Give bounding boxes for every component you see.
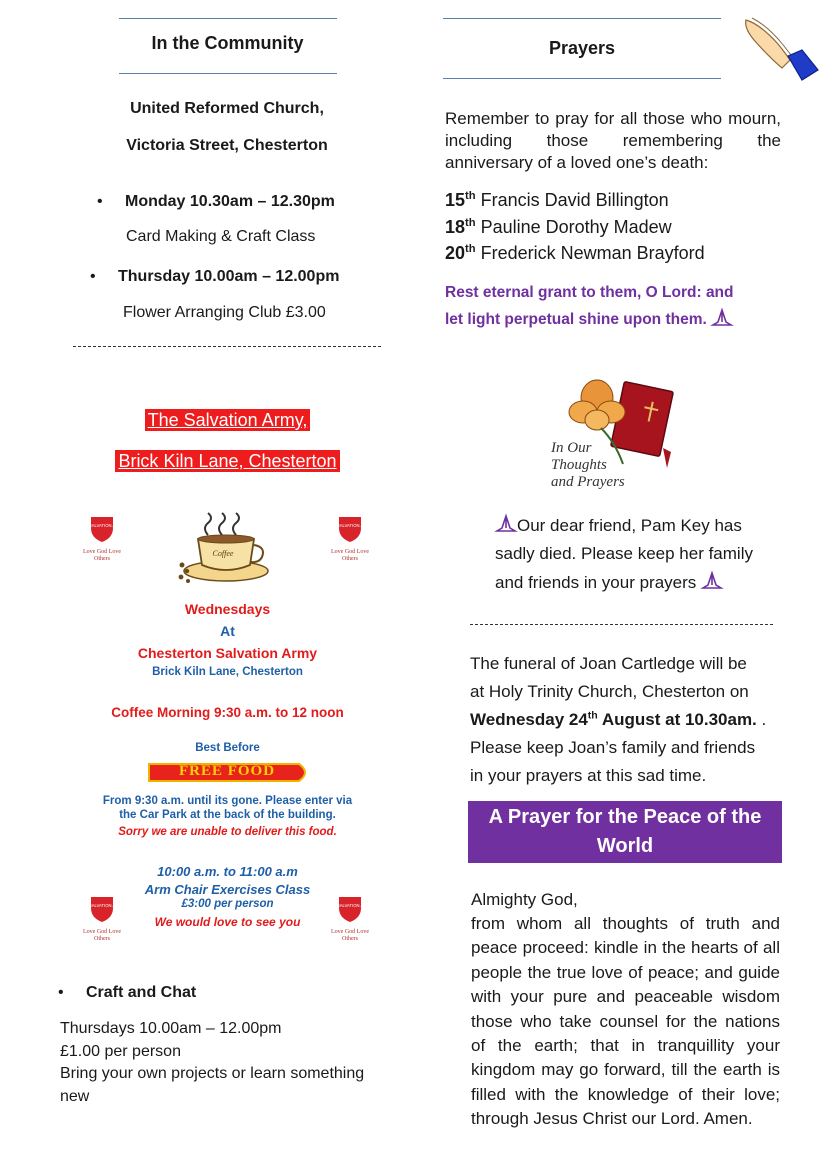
shield-icon (79, 514, 125, 544)
anniversary-3 (445, 243, 705, 264)
peace-opening: Almighty God, (471, 890, 578, 909)
salvation-logo-motto: Love God Love Others (331, 929, 369, 942)
chesterton-salvation-army: Chesterton Salvation Army (137, 645, 318, 661)
wednesdays: Wednesdays (184, 601, 271, 617)
exercise-time: 10:00 a.m. to 11:00 a.m (157, 864, 298, 879)
venue-line1: United Reformed Church, (130, 100, 324, 117)
food-sorry: Sorry we are unable to deliver this food. (118, 826, 337, 838)
pam-line-3-text: and friends in your prayers (495, 573, 697, 592)
craft-chat-title: • Craft and Chat (86, 984, 196, 1002)
anniversary-2 (445, 217, 672, 238)
pam-line-1-text: Our dear friend, Pam Key has (517, 516, 742, 535)
rest-eternal-2 (445, 309, 733, 329)
community-rule-bottom (119, 73, 337, 74)
peace-prayer-title: A Prayer for the Peace of the World (468, 801, 782, 863)
left-divider (73, 346, 381, 347)
craft-line2: £1.00 per person (60, 1043, 181, 1060)
salvation-logo-text: THE SALVATION ARMY (327, 523, 373, 528)
salvation-logo-motto: Love God Love Others (83, 549, 121, 562)
cup-label: Coffee (212, 549, 234, 558)
prayers-intro: Remember to pray for all those who mourn, including those remembering the anniversary of a loved one’s death: (445, 109, 781, 172)
food-info-1: From 9:30 a.m. until its gone. Please enter via (102, 795, 353, 807)
shield-icon (327, 514, 373, 544)
funeral-line2: at Holy Trinity Church, Chesterton on (470, 682, 749, 701)
exercise-love: We would love to see you (154, 915, 301, 929)
pam-line-2: sadly died. Please keep her family (495, 544, 753, 563)
prayers-heading: Prayers (548, 38, 616, 58)
thursday-desc: Flower Arranging Club £3.00 (123, 304, 326, 321)
praying-hands-small-icon (495, 515, 517, 533)
craft-line4: new (60, 1088, 90, 1105)
anniversary-name: Pauline Dorothy Madew (480, 217, 672, 237)
funeral-line4: Please keep Joan’s family and friends (470, 738, 756, 757)
salvation-banner-1-wrap (60, 410, 395, 431)
salvation-logo-text: THE SALVATION ARMY (79, 903, 125, 908)
pam-line-1 (495, 515, 742, 536)
at-label: At (220, 623, 235, 639)
thursday-item: • Thursday 10.00am – 12.00pm (118, 268, 339, 286)
anniversary-name: Frederick Newman Brayford (480, 243, 705, 263)
praying-hands-small-icon (701, 572, 723, 590)
peace-body: from whom all thoughts of truth and peace proceed: kindle in the hearts of all people the true love of peace; and guide with your pure and peaceable wisdom those who take counsel for the nations of the earth; that in tranquillity your kingdom may go forward, till the earth is filled with the knowledge of their love; through Jesus Christ our Lord. Amen. (471, 914, 780, 1129)
funeral-date-pre: Wednesday 24 (470, 710, 588, 729)
venue-line2: Victoria Street, Chesterton (126, 137, 328, 154)
funeral-date-post: August at 10.30am. (597, 710, 757, 729)
funeral-date-sup: th (587, 709, 598, 722)
salvation-logo-text: THE SALVATION ARMY (79, 523, 125, 528)
prayers-rule-top (443, 18, 721, 19)
monday-desc: Card Making & Craft Class (126, 228, 316, 245)
exercise-price: £3:00 per person (181, 898, 274, 910)
funeral-line5: in your prayers at this sad time. (470, 766, 707, 785)
funeral-line1: The funeral of Joan Cartledge will be (470, 654, 747, 673)
anniversary-name: Francis David Billington (480, 190, 669, 210)
exercise-class: Arm Chair Exercises Class (144, 882, 311, 897)
best-before: Best Before (195, 742, 260, 754)
community-heading: In the Community (151, 33, 304, 53)
salvation-logo-motto: Love God Love Others (331, 549, 369, 562)
right-divider (470, 624, 773, 625)
coffee-morning: Coffee Morning 9:30 a.m. to 12 noon (111, 705, 344, 720)
salvation-banner-2-wrap (60, 451, 395, 472)
monday-item: • Monday 10.30am – 12.30pm (125, 193, 335, 211)
salvation-address: Brick Kiln Lane, Chesterton (152, 666, 303, 678)
craft-line1: Thursdays 10.00am – 12.00pm (60, 1020, 282, 1037)
thoughts-l1: In Our (551, 440, 592, 456)
anniversary-day: 15 (445, 190, 466, 210)
salvation-logo-motto: Love God Love Others (83, 929, 121, 942)
salvation-logo-top-right (327, 514, 373, 563)
thoughts-l2: Thoughts (551, 457, 607, 473)
anniversary-suffix: th (465, 243, 476, 255)
free-food-banner (147, 762, 313, 783)
thoughts-caption (551, 440, 625, 491)
free-food-text: FREE FOOD (178, 763, 276, 779)
salvation-banner-2: Brick Kiln Lane, Chesterton (115, 450, 339, 472)
prayers-rule-bottom (443, 78, 721, 79)
craft-line3: Bring your own projects or learn something (60, 1065, 365, 1082)
anniversary-day: 20 (445, 243, 466, 263)
food-info-2: the Car Park at the back of the building. (119, 809, 336, 821)
anniversary-day: 18 (445, 217, 466, 237)
anniversary-1 (445, 190, 669, 211)
salvation-logo-text: THE SALVATION ARMY (327, 903, 373, 908)
praying-hands-small-icon (711, 309, 733, 327)
anniversary-suffix: th (465, 217, 476, 229)
rest-eternal-1: Rest eternal grant to them, O Lord: and (445, 284, 734, 301)
community-rule-top (119, 18, 337, 19)
praying-hands-icon (740, 14, 822, 82)
funeral-date-tail: . (756, 710, 767, 729)
funeral-date (470, 710, 766, 730)
coffee-cup-icon (176, 505, 276, 587)
anniversary-suffix: th (465, 190, 476, 202)
salvation-banner-1: The Salvation Army, (145, 409, 311, 431)
pam-line-3 (495, 572, 723, 593)
rest-eternal-2-text: let light perpetual shine upon them. (445, 311, 707, 328)
thoughts-l3: and Prayers (551, 474, 625, 490)
salvation-logo-top-left (79, 514, 125, 563)
